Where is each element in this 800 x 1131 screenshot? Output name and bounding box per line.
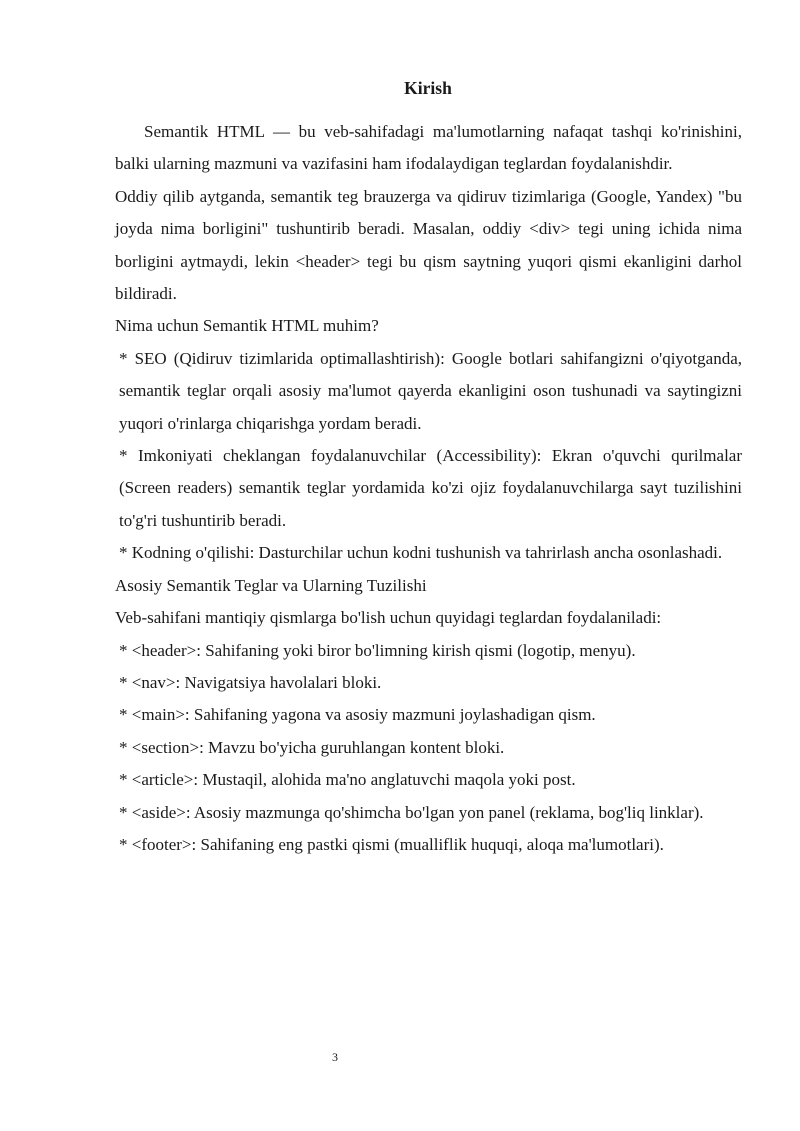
tag-item: * <main>: Sahifaning yagona va asosiy mazmuni joylashadigan qism.: [119, 705, 596, 725]
bullet-item: * SEO (Qidiruv tizimlarida optimallashtirish): Google botlari sahifangizni o'qiyotganda, semantik teglar orqali asosiy ma'lumot qayerda ekanligini oson tushunadi va saytingizni yuqori o'rinlarga chiqarishga yordam beradi.: [119, 348, 742, 433]
intro-paragraph: Semantik HTML — bu veb-sahifadagi ma'lumotlarning nafaqat tashqi ko'rinishini, balki ularning mazmuni va vazifasini ham ifodalaydigan teglardan foydalanishdir.: [115, 122, 742, 174]
section-lead: Veb-sahifani mantiqiy qismlarga bo'lish uchun quyidagi teglardan foydalaniladi:: [115, 608, 662, 628]
bullet-item: * Kodning o'qilishi: Dasturchilar uchun kodni tushunish va tahrirlash ancha osonlashadi.: [119, 543, 723, 563]
tag-item: * <aside>: Asosiy mazmunga qo'shimcha bo'lgan yon panel (reklama, bog'liq linklar).: [119, 802, 704, 822]
bullet-item: * Imkoniyati cheklangan foydalanuvchilar (Accessibility): Ekran o'quvchi qurilmalar (Screen readers) semantik teglar yordamida ko'zi ojiz foydalanuvchilarga sayt tuzilishini to'g'ri tushuntirib beradi.: [119, 446, 742, 530]
tag-item: * <footer>: Sahifaning eng pastki qismi (mualliflik huquqi, aloqa ma'lumotlari).: [119, 834, 664, 854]
intro-paragraph: Oddiy qilib aytganda, semantik teg brauzerga va qidiruv tizimlariga (Google, Yandex) "bu joyda nima borligini" tushuntirib beradi. Masalan, oddiy <div> tegi uning ichida nima borligini aytmaydi, lekin <header> tegi bu qism saytning yuqori qismi ekanligini darhol bildiradi.: [115, 186, 742, 304]
page-title: Kirish: [404, 78, 452, 98]
section-heading: Asosiy Semantik Teglar va Ularning Tuzilishi: [115, 575, 427, 595]
tag-item: * <article>: Mustaqil, alohida ma'no anglatuvchi maqola yoki post.: [119, 770, 576, 790]
tag-item: * <header>: Sahifaning yoki biror bo'limning kirish qismi (logotip, menyu).: [119, 640, 636, 660]
page-number: 3: [332, 1050, 338, 1064]
document-body: [115, 116, 742, 861]
tag-item: * <section>: Mavzu bo'yicha guruhlangan kontent bloki.: [119, 737, 505, 757]
section-heading: Nima uchun Semantik HTML muhim?: [115, 316, 379, 336]
tag-item: * <nav>: Navigatsiya havolalari bloki.: [119, 672, 382, 692]
